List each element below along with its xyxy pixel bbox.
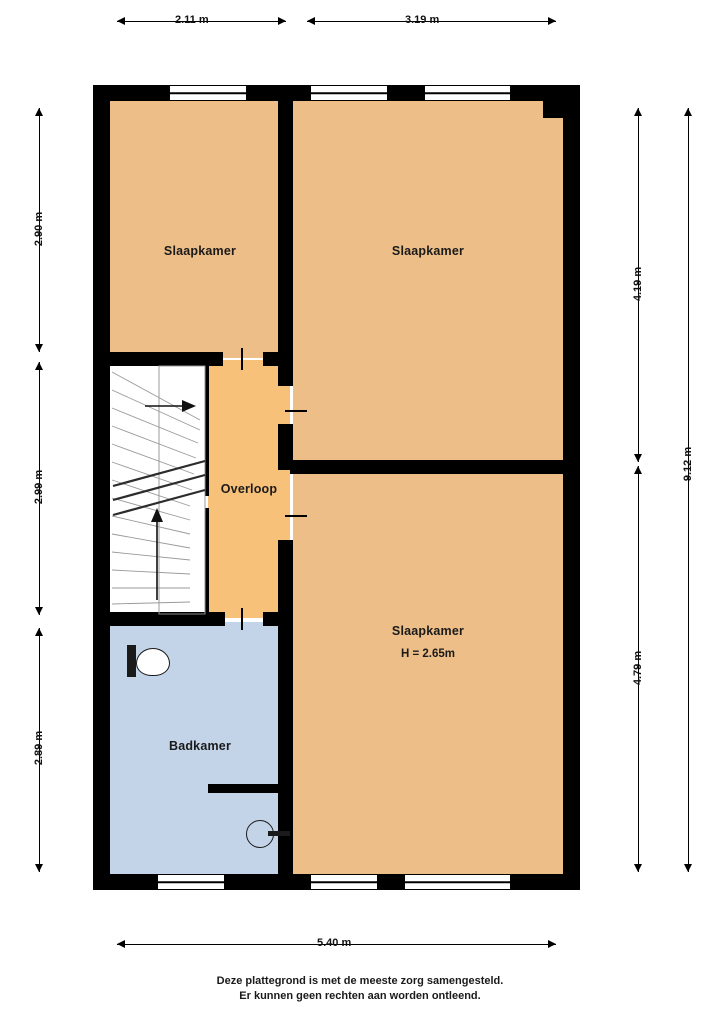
disclaimer-line-2: Er kunnen geen rechten aan worden ontleend. (239, 990, 481, 1002)
room-label-badkamer: Badkamer (168, 739, 232, 753)
sink-faucet (268, 831, 290, 836)
dimension-top-right-label: 3.19 m (405, 14, 440, 26)
disclaimer-line-1: Deze plattegrond is met de meeste zorg samengesteld. (216, 975, 504, 987)
dimension-top-left-label: 2.11 m (175, 14, 209, 26)
room-label-slaapkamer-left: Slaapkamer (163, 244, 237, 258)
dimension-bottom-label: 5.40 m (317, 937, 352, 949)
toilet-tank (127, 645, 136, 677)
dimension-left-2-label: 2.99 m (33, 469, 45, 505)
toilet-icon (136, 648, 170, 676)
dimension-right-2-label: 4.79 m (632, 650, 644, 686)
room-label-slaapkamer-right-bottom: Slaapkamer (391, 624, 465, 638)
dimension-right-1-label: 4.19 m (632, 266, 644, 302)
room-label-slaapkamer-right-top: Slaapkamer (391, 244, 465, 258)
room-label-overloop: Overloop (220, 482, 278, 496)
dimension-right-total-label: 9.12 m (682, 446, 694, 482)
dimension-left-1-label: 2.90 m (33, 211, 45, 247)
dimension-left-3-label: 2.89 m (33, 730, 45, 766)
room-sub-slaapkamer-right-bottom: H = 2.65m (400, 648, 456, 660)
